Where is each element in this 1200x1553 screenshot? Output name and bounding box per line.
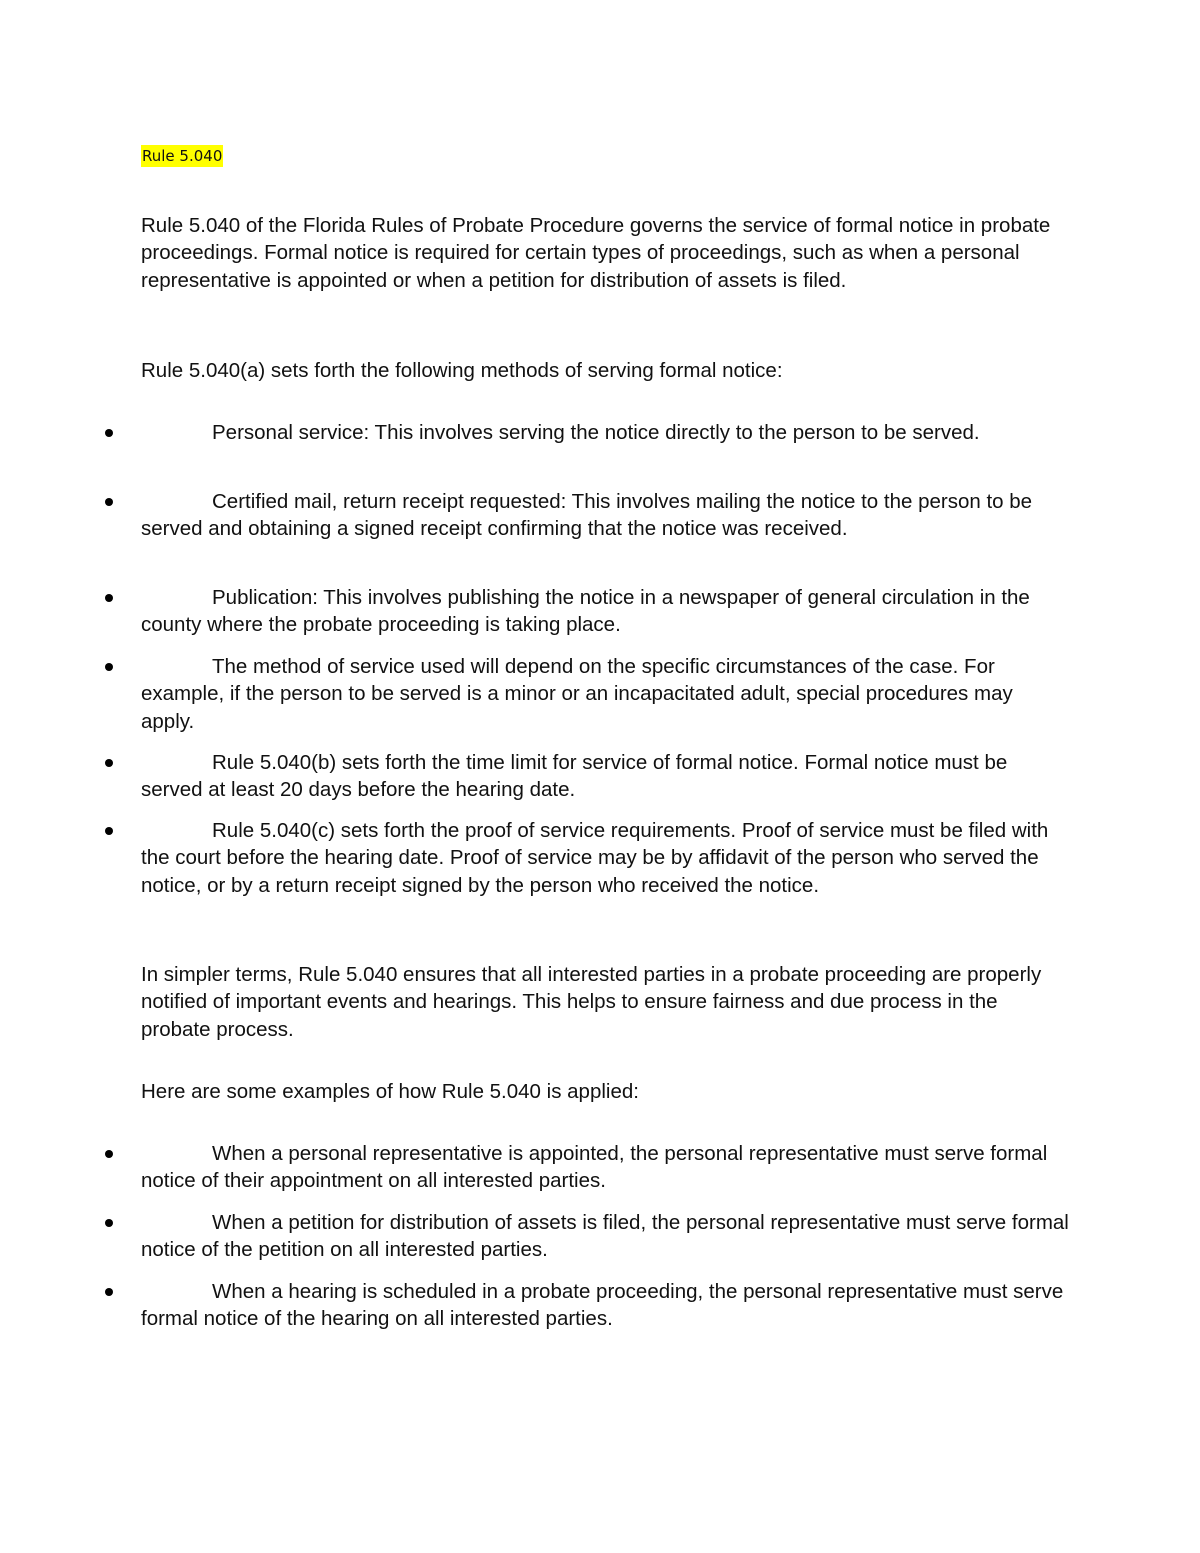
list-item bbox=[141, 1140, 1071, 1195]
list-item-text: Certified mail, return receipt requested: This involves mailing the notice to the person to be served and obtaining a signed receipt confirming that the notice was received. bbox=[141, 490, 1033, 541]
list-item bbox=[141, 419, 1071, 446]
list-item-text: Publication: This involves publishing the notice in a newspaper of general circulation in the county where the probate proceeding is taking place. bbox=[141, 586, 1030, 637]
bullet-icon bbox=[105, 1150, 113, 1158]
bullet-icon bbox=[105, 594, 113, 602]
list-item bbox=[141, 1278, 1071, 1333]
list-item bbox=[141, 749, 1071, 804]
bullet-icon bbox=[105, 759, 113, 767]
bullet-icon bbox=[105, 498, 113, 506]
intro-paragraph: Rule 5.040 of the Florida Rules of Probate Procedure governs the service of formal notice in probate proceedings. Formal notice is required for certain types of proceedings, such as when a personal representative is appointed or when a petition for distribution of assets is filed. bbox=[141, 214, 1051, 292]
list-item bbox=[141, 584, 1071, 639]
bullet-icon bbox=[105, 827, 113, 835]
bullet-icon bbox=[105, 1219, 113, 1227]
list-item-text: The method of service used will depend on the specific circumstances of the case. For example, if the person to be served is a minor or an incapacitated adult, special procedures may apply. bbox=[141, 655, 1013, 733]
bullet-icon bbox=[105, 429, 113, 437]
list-item bbox=[141, 1209, 1071, 1264]
list-item-text: Rule 5.040(b) sets forth the time limit for service of formal notice. Formal notice must be served at least 20 days before the hearing date. bbox=[141, 751, 1008, 802]
list-item-text: Rule 5.040(c) sets forth the proof of service requirements. Proof of service must be filed with the court before the hearing date. Proof of service may be by affidavit of the person who served the notice, or by a return receipt signed by the person who received the notice. bbox=[141, 819, 1049, 897]
methods-intro: Rule 5.040(a) sets forth the following methods of serving formal notice: bbox=[141, 359, 783, 382]
list-item bbox=[141, 653, 1071, 735]
list-item-text: When a hearing is scheduled in a probate proceeding, the personal representative must serve formal notice of the hearing on all interested parties. bbox=[141, 1280, 1064, 1331]
bullet-icon bbox=[105, 1288, 113, 1296]
list-item bbox=[141, 488, 1071, 543]
list-item-text: When a petition for distribution of assets is filed, the personal representative must serve formal notice of the petition on all interested parties. bbox=[141, 1211, 1069, 1262]
page-title: Rule 5.040 bbox=[142, 147, 223, 165]
examples-intro: Here are some examples of how Rule 5.040 is applied: bbox=[141, 1080, 639, 1103]
bullet-icon bbox=[105, 663, 113, 671]
summary-paragraph: In simpler terms, Rule 5.040 ensures that all interested parties in a probate proceeding are properly notified of important events and hearings. This helps to ensure fairness and due process in the probate process. bbox=[141, 963, 1042, 1041]
list-item-text: Personal service: This involves serving the notice directly to the person to be served. bbox=[212, 421, 980, 444]
list-item bbox=[141, 817, 1071, 899]
list-item-text: When a personal representative is appointed, the personal representative must serve formal notice of their appointment on all interested parties. bbox=[141, 1142, 1048, 1193]
